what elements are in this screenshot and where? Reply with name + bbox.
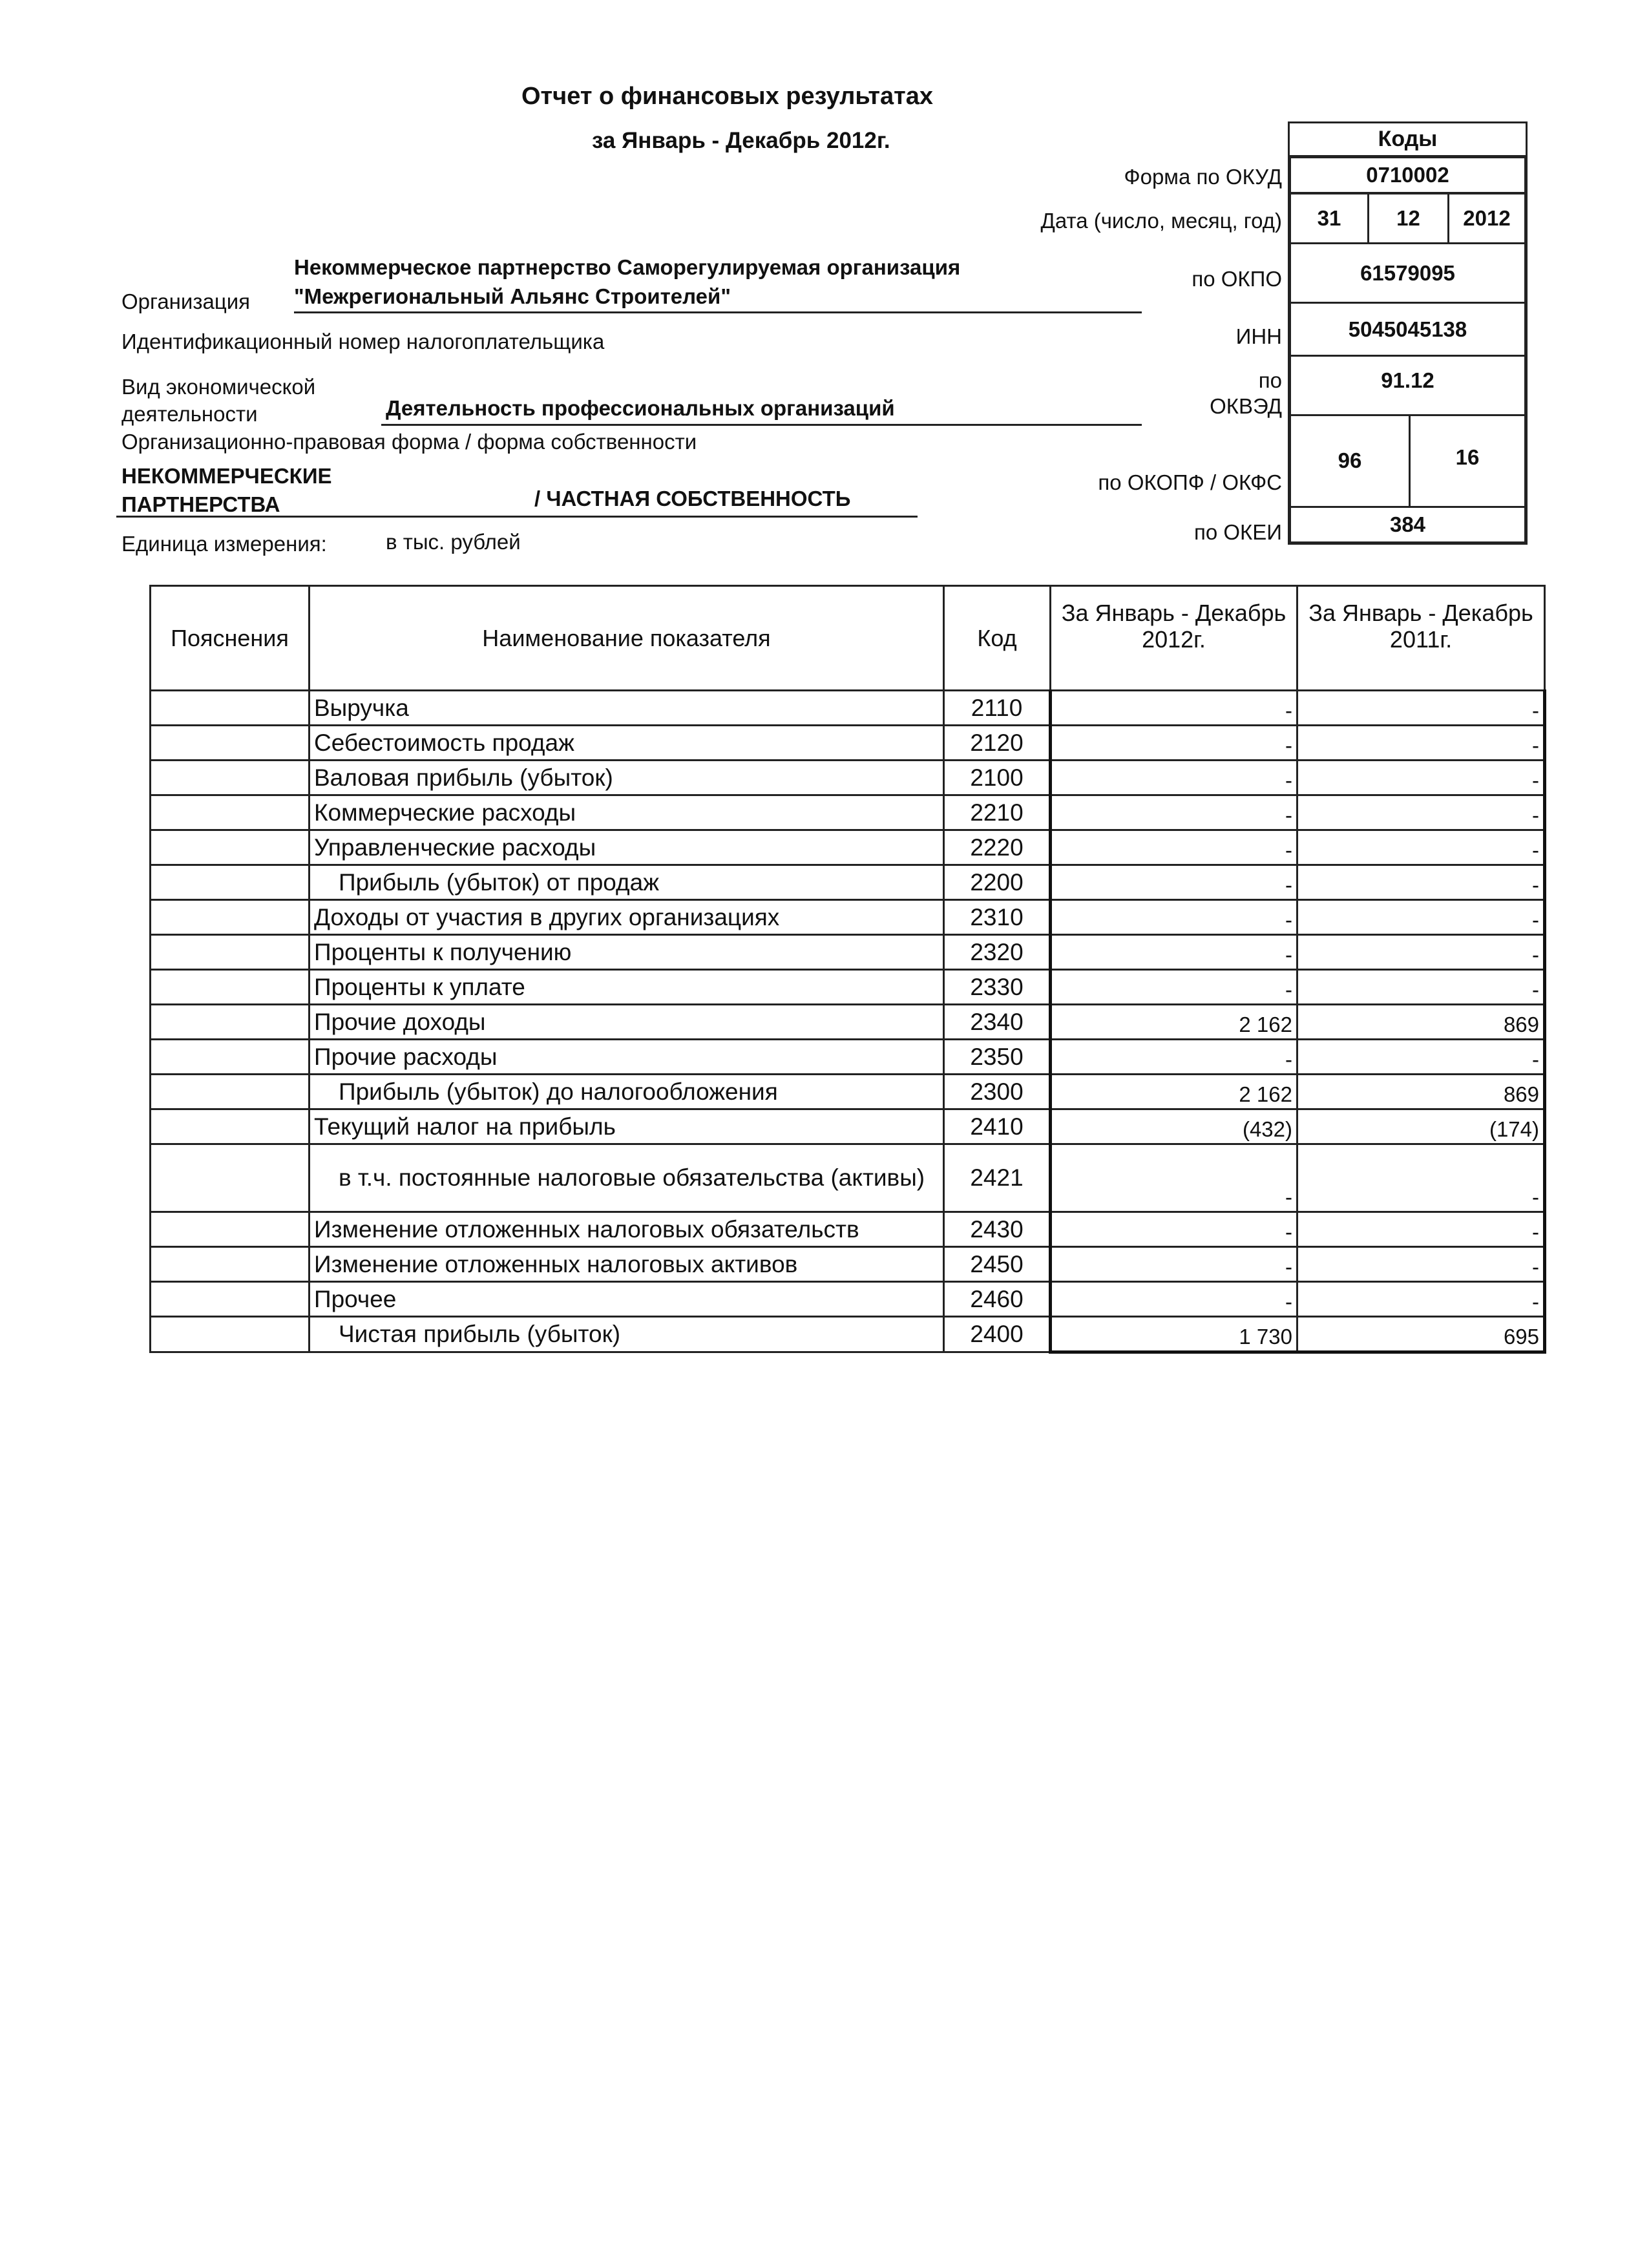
row-value-2012: - bbox=[1051, 726, 1297, 761]
row-notes bbox=[151, 1282, 310, 1317]
table-row bbox=[151, 761, 1545, 795]
row-notes bbox=[151, 1075, 310, 1109]
row-name: Управленческие расходы bbox=[310, 830, 944, 865]
row-notes bbox=[151, 865, 310, 900]
inn-full-label: Идентификационный номер налогоплательщика bbox=[121, 330, 605, 353]
row-value-2011: (174) bbox=[1297, 1109, 1545, 1144]
row-value-2011: - bbox=[1297, 1247, 1545, 1282]
row-name: Прочее bbox=[310, 1282, 944, 1317]
row-value-2011: 695 bbox=[1297, 1317, 1545, 1352]
row-value-2011: - bbox=[1297, 865, 1545, 900]
okei-label: по ОКЕИ bbox=[1193, 520, 1282, 544]
header-period-current: За Январь - Декабрь 2012г. bbox=[1051, 586, 1297, 691]
row-code: 2110 bbox=[944, 691, 1051, 726]
row-notes bbox=[151, 970, 310, 1005]
okved-label-bottom: ОКВЭД bbox=[1210, 394, 1282, 418]
okopf-code: 96 bbox=[1288, 414, 1411, 508]
row-name: Проценты к получению bbox=[310, 935, 944, 970]
row-code: 2450 bbox=[944, 1247, 1051, 1282]
row-value-2012: - bbox=[1051, 1282, 1297, 1317]
okved-code: 91.12 bbox=[1288, 355, 1528, 416]
row-name: Выручка bbox=[310, 691, 944, 726]
row-code: 2120 bbox=[944, 726, 1051, 761]
org-label: Организация bbox=[121, 289, 251, 313]
legal-form-line1: НЕКОММЕРЧЕСКИЕ bbox=[121, 464, 332, 488]
row-notes bbox=[151, 1005, 310, 1040]
row-value-2011: - bbox=[1297, 1212, 1545, 1247]
table-row bbox=[151, 1282, 1545, 1317]
okfs-code: 16 bbox=[1409, 414, 1528, 508]
okud-code: 0710002 bbox=[1288, 155, 1528, 194]
row-value-2012: - bbox=[1051, 865, 1297, 900]
row-code: 2400 bbox=[944, 1317, 1051, 1352]
row-code: 2310 bbox=[944, 900, 1051, 935]
table-row bbox=[151, 865, 1545, 900]
row-code: 2330 bbox=[944, 970, 1051, 1005]
financial-results-table bbox=[149, 585, 1546, 1354]
codes-block bbox=[1288, 121, 1528, 551]
row-value-2011: - bbox=[1297, 726, 1545, 761]
table-header-row bbox=[151, 586, 1545, 691]
okud-label: Форма по ОКУД bbox=[1124, 165, 1282, 189]
row-value-2012: - bbox=[1051, 1247, 1297, 1282]
legal-form-line2: ПАРТНЕРСТВА bbox=[121, 492, 280, 516]
okpo-label: по ОКПО bbox=[1192, 267, 1282, 291]
report-period: за Январь - Декабрь 2012г. bbox=[592, 128, 890, 153]
report-title: Отчет о финансовых результатах bbox=[521, 83, 934, 110]
row-value-2011: - bbox=[1297, 830, 1545, 865]
date-month: 12 bbox=[1367, 193, 1449, 244]
row-name: Доходы от участия в других организациях bbox=[310, 900, 944, 935]
row-notes bbox=[151, 1109, 310, 1144]
row-code: 2340 bbox=[944, 1005, 1051, 1040]
row-name: Изменение отложенных налоговых обязательств bbox=[310, 1212, 944, 1247]
table-row bbox=[151, 1109, 1545, 1144]
table-row bbox=[151, 830, 1545, 865]
date-label: Дата (число, месяц, год) bbox=[1040, 209, 1282, 233]
table-row bbox=[151, 1075, 1545, 1109]
row-value-2011: - bbox=[1297, 935, 1545, 970]
row-notes bbox=[151, 1040, 310, 1075]
table-row bbox=[151, 1212, 1545, 1247]
row-value-2011: 869 bbox=[1297, 1005, 1545, 1040]
row-code: 2200 bbox=[944, 865, 1051, 900]
row-code: 2350 bbox=[944, 1040, 1051, 1075]
row-value-2011: - bbox=[1297, 691, 1545, 726]
table-row bbox=[151, 1317, 1545, 1352]
header-period-previous: За Январь - Декабрь 2011г. bbox=[1297, 586, 1545, 691]
org-name-line2: "Межрегиональный Альянс Строителей" bbox=[294, 284, 731, 308]
ownership-value: / ЧАСТНАЯ СОБСТВЕННОСТЬ bbox=[534, 487, 851, 510]
table-row bbox=[151, 935, 1545, 970]
table-row bbox=[151, 691, 1545, 726]
row-value-2011: - bbox=[1297, 1144, 1545, 1212]
row-value-2011: - bbox=[1297, 795, 1545, 830]
legal-form-label: Организационно-правовая форма / форма собственности bbox=[121, 430, 697, 454]
row-code: 2410 bbox=[944, 1109, 1051, 1144]
row-value-2012: 1 730 bbox=[1051, 1317, 1297, 1352]
unit-label: Единица измерения: bbox=[121, 532, 327, 556]
row-value-2011: - bbox=[1297, 900, 1545, 935]
row-code: 2220 bbox=[944, 830, 1051, 865]
row-code: 2100 bbox=[944, 761, 1051, 795]
okopf-label: по ОКОПФ / ОКФС bbox=[1098, 470, 1282, 494]
header-code: Код bbox=[944, 586, 1051, 691]
row-code: 2460 bbox=[944, 1282, 1051, 1317]
header-notes: Пояснения bbox=[151, 586, 310, 691]
row-name: Текущий налог на прибыль bbox=[310, 1109, 944, 1144]
row-code: 2421 bbox=[944, 1144, 1051, 1212]
row-value-2011: - bbox=[1297, 1040, 1545, 1075]
table-row bbox=[151, 900, 1545, 935]
unit-value: в тыс. рублей bbox=[386, 530, 521, 554]
row-name: Прибыль (убыток) до налогообложения bbox=[310, 1075, 944, 1109]
row-notes bbox=[151, 726, 310, 761]
activity-label-1: Вид экономической bbox=[121, 375, 316, 399]
date-year: 2012 bbox=[1447, 193, 1528, 244]
activity-underline bbox=[381, 424, 1142, 426]
row-name: Изменение отложенных налоговых активов bbox=[310, 1247, 944, 1282]
row-value-2011: - bbox=[1297, 761, 1545, 795]
row-value-2012: 2 162 bbox=[1051, 1005, 1297, 1040]
row-code: 2320 bbox=[944, 935, 1051, 970]
row-value-2012: - bbox=[1051, 761, 1297, 795]
row-name: Валовая прибыль (убыток) bbox=[310, 761, 944, 795]
row-value-2011: 869 bbox=[1297, 1075, 1545, 1109]
row-code: 2210 bbox=[944, 795, 1051, 830]
date-day: 31 bbox=[1288, 193, 1369, 244]
inn-code: 5045045138 bbox=[1288, 302, 1528, 357]
inn-label: ИНН bbox=[1235, 324, 1282, 348]
row-notes bbox=[151, 1144, 310, 1212]
row-notes bbox=[151, 1247, 310, 1282]
table-row bbox=[151, 795, 1545, 830]
table-row bbox=[151, 970, 1545, 1005]
row-notes bbox=[151, 795, 310, 830]
row-notes bbox=[151, 830, 310, 865]
row-name: Прочие доходы bbox=[310, 1005, 944, 1040]
row-name: Прочие расходы bbox=[310, 1040, 944, 1075]
okei-code: 384 bbox=[1288, 506, 1528, 545]
row-name: в т.ч. постоянные налоговые обязательства (активы) bbox=[310, 1144, 944, 1212]
row-value-2012: - bbox=[1051, 900, 1297, 935]
row-notes bbox=[151, 691, 310, 726]
row-code: 2430 bbox=[944, 1212, 1051, 1247]
row-value-2011: - bbox=[1297, 1282, 1545, 1317]
activity-value: Деятельность профессиональных организаций bbox=[386, 396, 895, 420]
row-value-2012: - bbox=[1051, 1040, 1297, 1075]
table-row bbox=[151, 1040, 1545, 1075]
row-value-2012: - bbox=[1051, 795, 1297, 830]
row-value-2012: - bbox=[1051, 691, 1297, 726]
row-name: Прибыль (убыток) от продаж bbox=[310, 865, 944, 900]
org-underline bbox=[294, 311, 1142, 313]
org-name-line1: Некоммерческое партнерство Саморегулируемая организация bbox=[294, 255, 961, 279]
row-notes bbox=[151, 1212, 310, 1247]
row-notes bbox=[151, 1317, 310, 1352]
table-row bbox=[151, 726, 1545, 761]
row-value-2012: 2 162 bbox=[1051, 1075, 1297, 1109]
row-value-2012: - bbox=[1051, 1212, 1297, 1247]
okved-label-top: по bbox=[1258, 368, 1282, 392]
row-name: Коммерческие расходы bbox=[310, 795, 944, 830]
codes-header: Коды bbox=[1288, 121, 1528, 157]
header-name: Наименование показателя bbox=[310, 586, 944, 691]
row-value-2012: - bbox=[1051, 970, 1297, 1005]
row-value-2012: - bbox=[1051, 830, 1297, 865]
row-name: Себестоимость продаж bbox=[310, 726, 944, 761]
row-notes bbox=[151, 900, 310, 935]
table-row bbox=[151, 1005, 1545, 1040]
row-notes bbox=[151, 935, 310, 970]
table-row bbox=[151, 1247, 1545, 1282]
legal-form-underline bbox=[116, 516, 918, 518]
row-value-2012: - bbox=[1051, 1144, 1297, 1212]
table-row bbox=[151, 1144, 1545, 1212]
row-name: Чистая прибыль (убыток) bbox=[310, 1317, 944, 1352]
row-value-2012: - bbox=[1051, 935, 1297, 970]
okpo-code: 61579095 bbox=[1288, 242, 1528, 304]
row-name: Проценты к уплате bbox=[310, 970, 944, 1005]
activity-label-2: деятельности bbox=[121, 402, 258, 426]
row-value-2011: - bbox=[1297, 970, 1545, 1005]
row-notes bbox=[151, 761, 310, 795]
table-body bbox=[151, 691, 1545, 1352]
row-value-2012: (432) bbox=[1051, 1109, 1297, 1144]
row-code: 2300 bbox=[944, 1075, 1051, 1109]
